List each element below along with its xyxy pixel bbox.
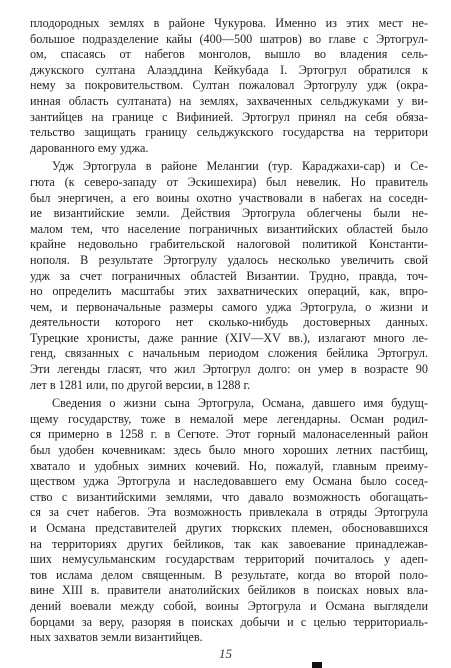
paragraph-1 (30, 16, 428, 156)
text-line: ных захватов земли византийцев. (30, 630, 203, 645)
text-line: и Османа представителей других тюркских племен, обосновавшихся (30, 521, 428, 535)
text-line: Эти легенды гласят, что жил Эртогрул долго: он умер в возрасте 90 (30, 362, 428, 377)
text-line: дений воевали между собой, воины Эртогрула и Османа выглядели (30, 598, 428, 613)
scan-edge-mark (312, 662, 322, 668)
text-line: ществом уджа Эртогрула и наследовавшего ему Османа было сосед- (30, 474, 428, 489)
text-line: джукского султана Алаэддина Кейкубада I. Эртогрул обратился к (30, 62, 428, 77)
text-line: ие византийские земли. Действия Эртогрула облегчены были не- (30, 206, 428, 221)
text-line: лет в 1281 или, по другой версии, в 1288 г. (30, 377, 251, 392)
text-line: был энергичен, а его воины охотно участвовали в набегах на соседн- (30, 190, 428, 205)
text-line: Сведения о жизни сына Эртогрула, Османа, давшего имя будущ- (52, 396, 428, 411)
text-line: зантийцев на границе с Вифинией. Эртогрул принял на себя обяза- (30, 109, 428, 124)
text-line: гюта (к северо-западу от Эскишехира) был невелик. Но правитель (30, 174, 428, 189)
text-line: борцами за веру, разоряя в поисках добычи и с целью территориаль- (30, 614, 428, 629)
text-line: но определить масштабы этих захватнических операций, как, впро- (30, 284, 428, 299)
text-line: ся примерно в 1258 г. в Сегюте. Этот горный малонаселенный район (30, 427, 428, 442)
paragraph-3 (30, 396, 428, 646)
text-line: нему за покровительством. Султан пожаловал Эртогрулу удж (окра- (30, 78, 428, 93)
text-line: тов ислама делом священным. В результате, когда во второй поло- (30, 567, 428, 582)
text-line: генд, связанных с начальным периодом сложения бейлика Эртогрул. (30, 346, 428, 361)
text-line: крайне недовольно грабительской налоговой политикой Константи- (30, 237, 428, 252)
text-line: ом, спасаясь от набегов монголов, вышло во владения сель- (30, 47, 428, 62)
text-line: был удобен кочевникам: здесь было много хороших летних пастбищ, (30, 443, 428, 458)
text-line: деятельности которого нет сколько-нибудь достоверных данных. (30, 315, 428, 330)
text-line: щему государству, тоже в немалой мере легендарны. Осман родил- (30, 411, 428, 426)
text-line: нополя. В результате Эртогрулу удалось несколько увеличить свой (30, 252, 428, 267)
text-line: ство с византийскими землями, что давало возможность обогащать- (30, 489, 428, 504)
text-line: хватало и удобных зимних кочевий. Но, пожалуй, главным преиму- (30, 458, 428, 473)
text-line: ших немусульманским государствам территорий почиталось у адеп- (30, 552, 428, 567)
text-line: большое подразделение кайы (400—500 шатров) во главе с Эртогрул- (30, 31, 428, 46)
text-line: плодородных землях в районе Чукурова. Именно из этих мест не- (30, 16, 428, 30)
text-line: Удж Эртогрула в районе Мелангии (тур. Караджахи-сар) и Се- (52, 159, 428, 174)
text-line: Турецкие хронисты, даже ранние (XIV—XV вв.), излагают много ле- (30, 330, 428, 345)
text-line: чем, и первоначальные размеры самого уджа Эртогрула, о жизни и (30, 299, 428, 314)
text-line: малом тем, что население пограничных византийских областей было (30, 221, 428, 236)
text-line: дарованного ему уджа. (30, 140, 149, 155)
text-line: на территориях других бейликов, так как завоевание принадлежав- (30, 536, 428, 551)
text-line: вине XIII в. правители анатолийских бейликов в поисках новых вла- (30, 583, 428, 598)
text-line: тельство защищать границу сельджукского государства на территори (30, 125, 428, 140)
text-line: удж за счет пограничных областей Византии. Трудно, правда, точ- (30, 268, 428, 283)
paragraph-2 (30, 159, 428, 393)
text-line: инная область султаната) на землях, захваченных сельджуками у ви- (30, 93, 428, 108)
page-body (30, 16, 428, 646)
page-number: 15 (219, 646, 232, 661)
text-line: ся за счет набегов. Эта возможность привлекала в отряды Эртогрула (30, 505, 428, 520)
